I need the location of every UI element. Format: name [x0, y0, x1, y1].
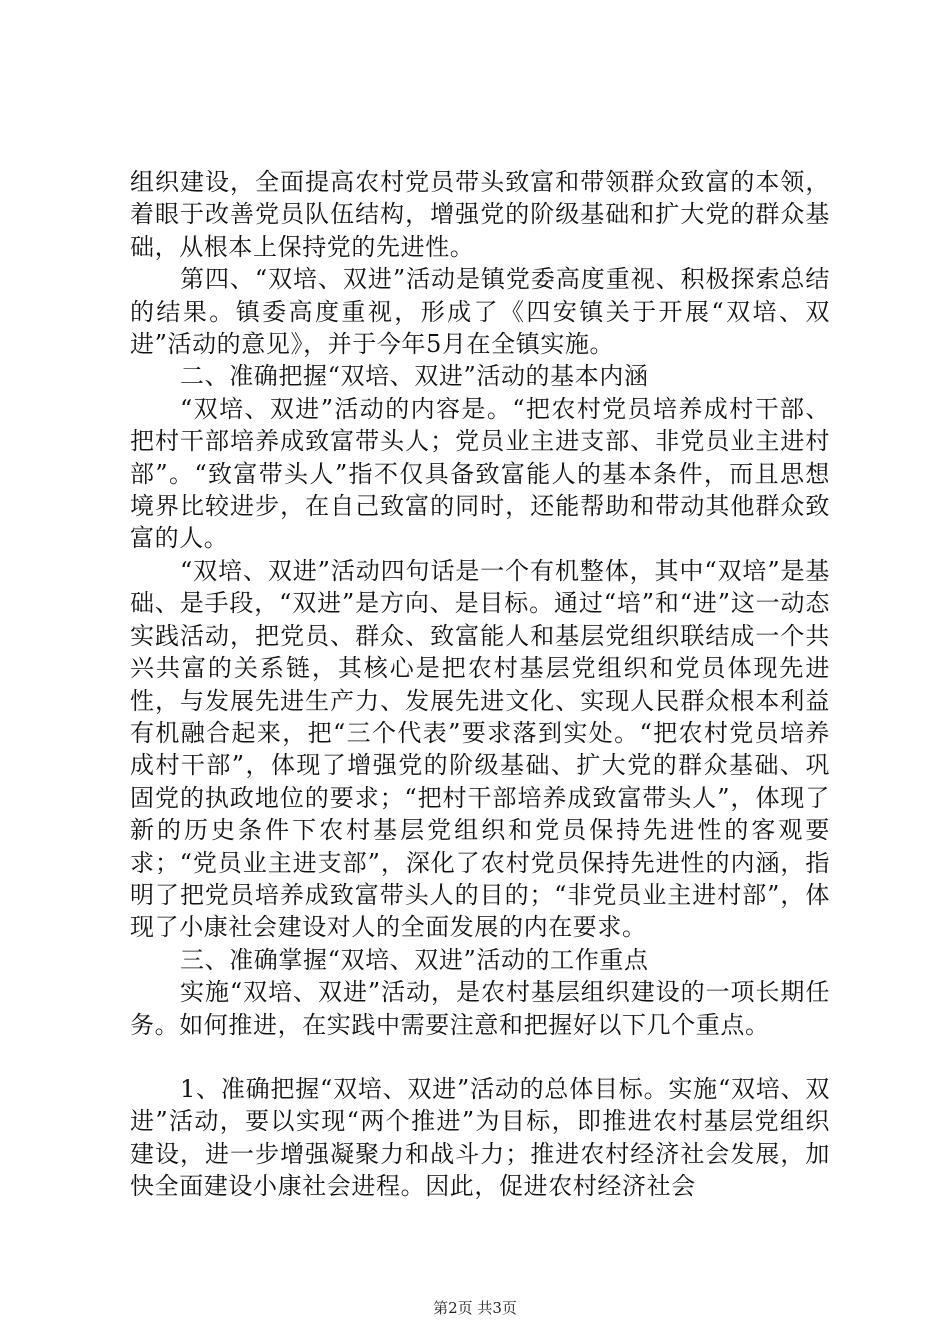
paragraph-overall-goal: 1、准确把握“双培、双进”活动的总体目标。实施“双培、双进”活动，要以实现“两个推进”为目标，即推进农村基层党组织建设，进一步增强凝聚力和战斗力；推进农村经济社会发展，加快全面建设小康社会进程。因此，促进农村经济社会: [130, 1074, 830, 1201]
paragraph-point-four: 第四、“双培、双进”活动是镇党委高度重视、积极探索总结的结果。镇委高度重视，形成了《四安镇关于开展“双培、双进”活动的意见》，并于今年5月在全镇实施。: [130, 265, 830, 359]
paragraph-spacer: [130, 1041, 830, 1073]
document-body: [130, 166, 830, 1203]
paragraph-implementation: 实施“双培、双进”活动，是农村基层组织建设的一项长期任务。如何推进，在实践中需要注意和把握好以下几个重点。: [130, 978, 830, 1039]
paragraph-continuation: 组织建设，全面提高农村党员带头致富和带领群众致富的本领，着眼于改善党员队伍结构，增强党的阶级基础和扩大党的群众基础，从根本上保持党的先进性。: [130, 168, 830, 261]
page-number-footer: 第2页 共3页: [433, 1299, 517, 1317]
paragraph-four-sentences: “双培、双进”活动四句话是一个有机整体，其中“双培”是基础、是手段，“双进”是方向、是目标。通过“培”和“进”这一动态实践活动，把党员、群众、致富能人和基层党组织联结成一个共兴共富的关系链，其核心是把农村基层党组织和党员体现先进性，与发展先进生产力、发展先进文化、实现人民群众根本利益有机融合起来，把“三个代表”要求落到实处。“把农村党员培养成村干部”，体现了增强党的阶级基础、扩大党的群众基础、巩固党的执政地位的要求；“把村干部培养成致富带头人”，体现了新的历史条件下农村基层党组织和党员保持先进性的客观要求；“党员业主进支部”，深化了农村党员保持先进性的内涵，指明了把党员培养成致富带头人的目的；“非党员业主进村部”，体现了小康社会建设对人的全面发展的内在要求。: [130, 556, 830, 942]
section-heading-three: 三、准确掌握“双培、双进”活动的工作重点: [180, 945, 649, 974]
paragraph-content-definition: “双培、双进”活动的内容是。“把农村党员培养成村干部、把村干部培养成致富带头人；党员业主进支部、非党员业主进村部”。“致富带头人”指不仅具备致富能人的基本条件，而且思想境界比较进步，在自己致富的同时，还能帮助和带动其他群众致富的人。: [130, 394, 830, 553]
section-heading-two: 二、准确把握“双培、双进”活动的基本内涵: [180, 362, 649, 391]
